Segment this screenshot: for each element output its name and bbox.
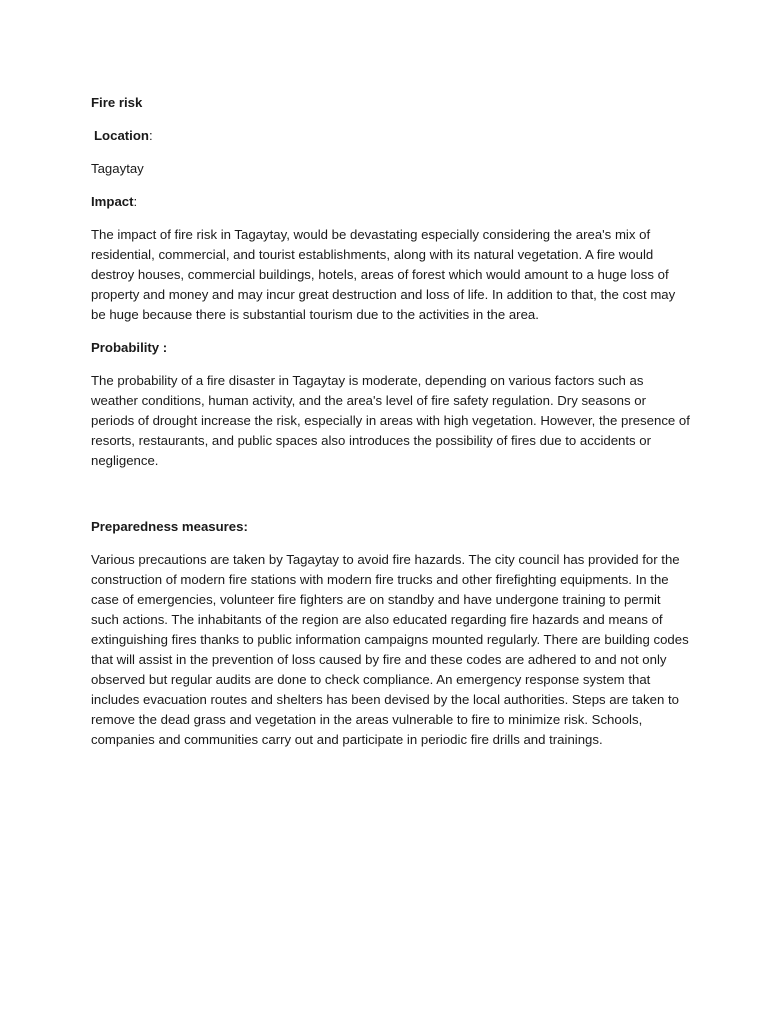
probability-heading: Probability : xyxy=(91,340,168,355)
location-colon: : xyxy=(148,128,153,143)
location-label: Location xyxy=(94,128,149,143)
impact-heading xyxy=(91,192,691,212)
document-body xyxy=(91,93,691,750)
impact-colon: : xyxy=(133,194,138,209)
preparedness-paragraph: Various precautions are taken by Tagaytay to avoid fire hazards. The city council has provided for the construction of modern fire stations with modern fire trucks and other firefighting equipments. In the case of emergencies, volunteer fire fighters are on standby and have undergone training to permit such actions. The inhabitants of the region are also educated regarding fire hazards and means of extinguishing fires thanks to public information campaigns mounted regularly. There are building codes that will assist in the prevention of loss caused by fire and these codes are adhered to and not only observed but regular audits are done to check compliance. An emergency response system that includes evacuation routes and shelters has been devised by the local authorities. Steps are taken to remove the dead grass and vegetation in the areas vulnerable to fire to minimize risk. Schools, companies and communities carry out and participate in periodic fire drills and trainings. xyxy=(91,552,689,747)
impact-paragraph: The impact of fire risk in Tagaytay, would be devastating especially considering the area's mix of residential, commercial, and tourist establishments, along with its natural vegetation. A fire would destroy houses, commercial buildings, hotels, areas of forest which would amount to a huge loss of property and money and may incur great destruction and loss of life. In addition to that, the cost may be huge because there is substantial tourism due to the activities in the area. xyxy=(91,227,676,322)
location-heading xyxy=(91,126,691,146)
location-value: Tagaytay xyxy=(91,161,144,176)
impact-label: Impact xyxy=(91,194,134,209)
document-title: Fire risk xyxy=(91,95,143,110)
preparedness-heading: Preparedness measures: xyxy=(91,519,248,534)
probability-paragraph: The probability of a fire disaster in Tagaytay is moderate, depending on various factors such as weather conditions, human activity, and the area's level of fire safety regulation. Dry seasons or periods of drought increase the risk, especially in areas with high vegetation. However, the presence of resorts, restaurants, and public spaces also introduces the possibility of fires due to accidents or negligence. xyxy=(91,373,690,468)
